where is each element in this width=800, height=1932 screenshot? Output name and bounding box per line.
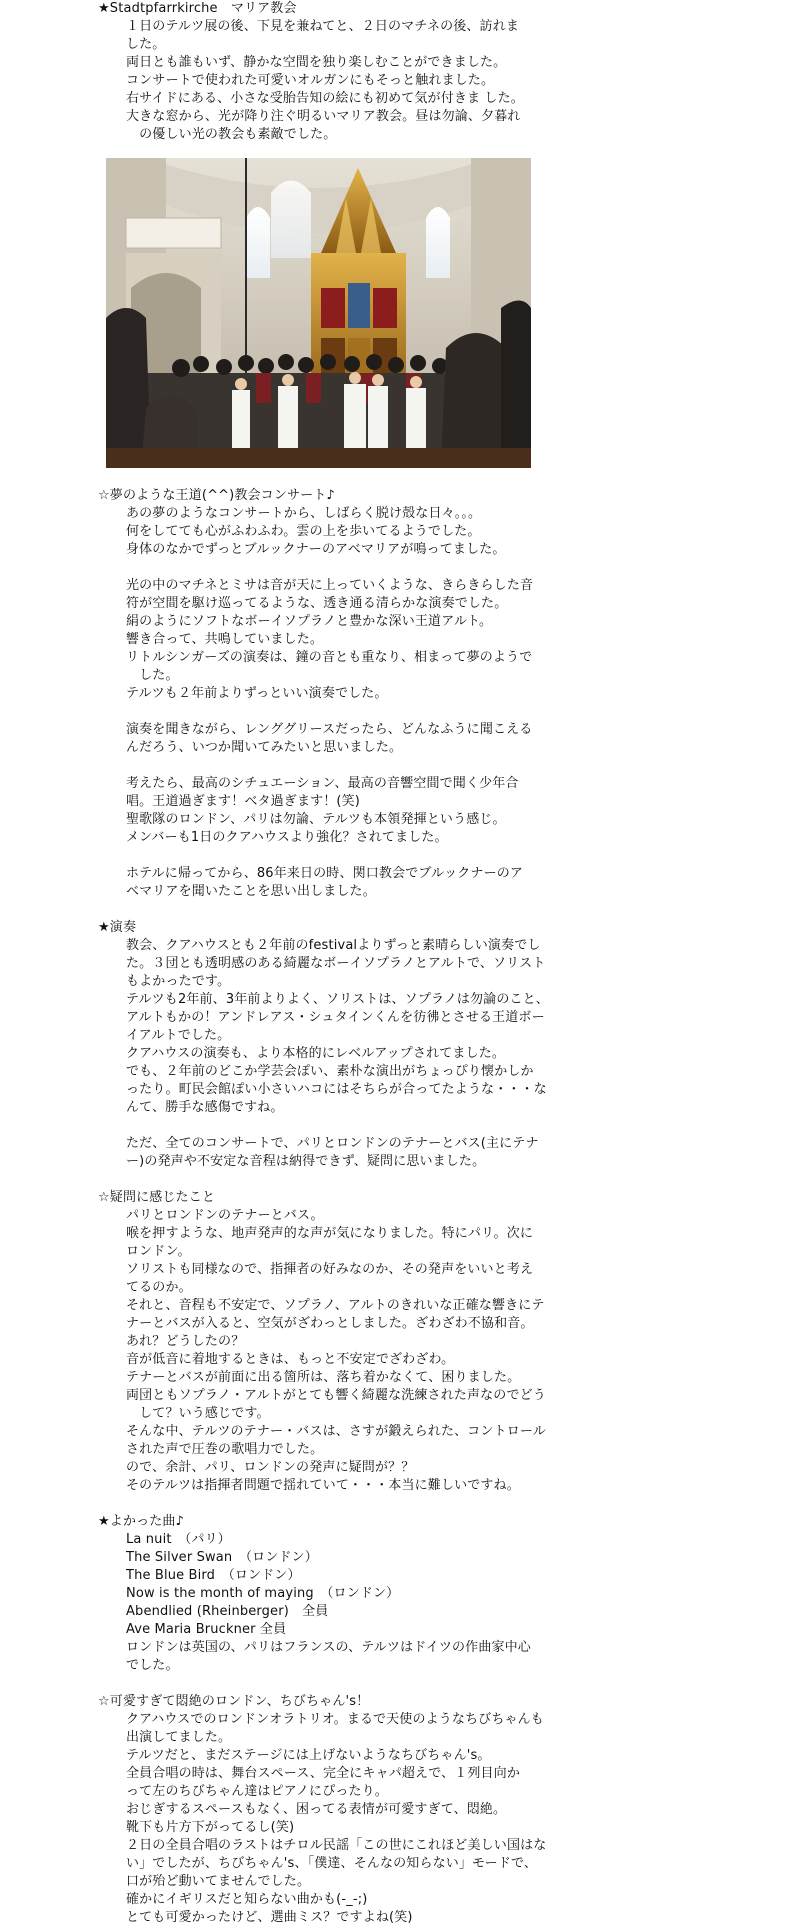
song-item: The Silver Swan （ロンドン） <box>126 1550 318 1565</box>
paragraph-line: とても可愛かったけど、選曲ミス？ですよね(笑) <box>126 1910 413 1925</box>
song-item: The Blue Bird （ロンドン） <box>126 1568 301 1583</box>
paragraph-line: ソリストも同様なので、指揮者の好みなのか、その発声をいいと考え <box>126 1262 534 1277</box>
paragraph-line: テルツも2年前、3年前よりよく、ソリストは、ソプラノは勿論のこと、 <box>126 992 549 1007</box>
paragraph-line: 身体のなかでずっとブルックナーのアベマリアが鳴ってました。 <box>126 542 506 557</box>
church-concert-photo <box>106 158 531 468</box>
paragraph-line: 出演してました。 <box>126 1730 232 1745</box>
paragraph-line: 両団ともソプラノ・アルトがとても響く綺麗な洗練された声なのでどう <box>126 1388 546 1403</box>
paragraph-line: おじぎするスペースもなく、困ってる表情が可愛すぎて、悶絶。 <box>126 1802 507 1817</box>
paragraph-line: 響き合って、共鳴していました。 <box>126 632 323 647</box>
paragraph-line: イアルトでした。 <box>126 1028 231 1043</box>
song-item: Ave Maria Bruckner 全員 <box>126 1622 287 1637</box>
paragraph-line: でも、２年前のどこか学芸会ぽい、素朴な演出がちょっぴり懐かしか <box>126 1064 534 1079</box>
paragraph-line: ロンドンは英国の、パリはフランスの、テルツはドイツの作曲家中心 <box>126 1640 531 1655</box>
paragraph-line: された声で圧巻の歌唱力でした。 <box>126 1442 324 1457</box>
paragraph-line: い」でしたが、ちびちゃん's、「僕達、そんなの知らない」モードで、 <box>126 1856 538 1871</box>
paragraph-line: ホテルに帰ってから、86年来日の時、関口教会でブルックナーのア <box>126 866 524 881</box>
paragraph-line: ２日の全員合唱のラストはチロル民謡「この世にこれほど美しい国はな <box>126 1838 547 1853</box>
section-heading: ☆夢のような王道(^^)教会コンサート♪ <box>98 488 335 503</box>
paragraph-line: １日のテルツ展の後、下見を兼ねてと、２日のマチネの後、訪れま <box>126 19 520 34</box>
paragraph-line: ただ、全てのコンサートで、パリとロンドンのテナーとバス(主にテナ <box>126 1136 539 1151</box>
paragraph-line: メンバーも1日のクアハウスより強化？されてました。 <box>126 830 448 845</box>
paragraph-line: 口が殆ど動いてませんでした。 <box>126 1874 311 1889</box>
paragraph-line: して？いう感じです。 <box>126 1406 270 1421</box>
paragraph-line: クアハウスでのロンドンオラトリオ。まるで天使のようなちびちゃんも <box>126 1712 544 1727</box>
paragraph-line: テルツだと、まだステージには上げないようなちびちゃん's。 <box>126 1748 491 1763</box>
paragraph-line: あの夢のようなコンサートから、しばらく脱け殻な日々。。。 <box>126 506 482 521</box>
paragraph-line: 大きな窓から、光が降り注ぐ明るいマリア教会。昼は勿論、夕暮れ <box>126 109 521 124</box>
paragraph-line: 唱。王道過ぎます！ベタ過ぎます！(笑) <box>126 794 360 809</box>
paragraph-line: でした。 <box>126 1658 179 1673</box>
section-heading: ☆可愛すぎて悶絶のロンドン、ちびちゃん's！ <box>98 1694 370 1709</box>
paragraph-line: た。３団とも透明感のある綺麗なボーイソプラノとアルトで、ソリスト <box>126 956 546 971</box>
paragraph-line: 絹のようにソフトなボーイソプラノと豊かな深い王道アルト。 <box>126 614 493 629</box>
paragraph-line: 光の中のマチネとミサは音が天に上っていくような、きらきらした音 <box>126 578 534 593</box>
paragraph-line: 聖歌隊のロンドン、パリは勿論、テルツも本領発揮という感じ。 <box>126 812 506 827</box>
paragraph-line: コンサートで使われた可愛いオルガンにもそっと触れました。 <box>126 73 495 88</box>
paragraph-line: 全員合唱の時は、舞台スペース、完全にキャパ超えで、１列目向か <box>126 1766 520 1781</box>
paragraph-line: 符が空間を駆け巡ってるような、透き通る清らかな演奏でした。 <box>126 596 508 611</box>
paragraph-line: した。 <box>126 37 166 52</box>
paragraph-line: 確かにイギリスだと知らない曲かも(-_-;) <box>126 1892 368 1907</box>
paragraph-line: ロンドン。 <box>126 1244 191 1259</box>
paragraph-line: ベマリアを聞いたことを思い出しました。 <box>126 884 376 899</box>
paragraph-line: もよかったです。 <box>126 974 231 989</box>
paragraph-line: んて、勝手な感傷ですね。 <box>126 1100 284 1115</box>
paragraph-line: 考えたら、最高のシチュエーション、最高の音響空間で聞く少年合 <box>126 776 519 791</box>
paragraph-line: した。 <box>126 668 179 683</box>
paragraph-line: リトルシンガーズの演奏は、鐘の音とも重なり、相まって夢のようで <box>126 650 533 665</box>
song-item: La nuit （パリ） <box>126 1532 231 1547</box>
paragraph-line: あれ？どうしたの？ <box>126 1334 245 1349</box>
paragraph-line: ので、余計、パリ、ロンドンの発声に疑問が？？ <box>126 1460 415 1475</box>
section-heading: ★Stadtpfarrkirche マリア教会 <box>98 1 297 16</box>
section-heading: ☆疑問に感じたこと <box>98 1190 216 1205</box>
paragraph-line: テルツも２年前よりずっといい演奏でした。 <box>126 686 388 701</box>
paragraph-line: 両日とも誰もいず、静かな空間を独り楽しむことができました。 <box>126 55 507 70</box>
paragraph-line: って左のちびちゃん達はピアノにぴったり。 <box>126 1784 388 1799</box>
paragraph-line: 靴下も片方下がってるし(笑) <box>126 1820 295 1835</box>
paragraph-line: んだろう、いつか聞いてみたいと思いました。 <box>126 740 403 755</box>
paragraph-line: テナーとバスが前面に出る箇所は、落ち着かなくて、困りました。 <box>126 1370 521 1385</box>
paragraph-line: 右サイドにある、小さな受胎告知の絵にも初めて気が付きま した。 <box>126 91 524 106</box>
paragraph-line: そんな中、テルツのテナー・バスは、さすが鍛えられた、コントロール <box>126 1424 546 1439</box>
section-heading: ★よかった曲♪ <box>98 1514 185 1529</box>
paragraph-line: 音が低音に着地するときは、もっと不安定でざわざわ。 <box>126 1352 455 1367</box>
paragraph-line: それと、音程も不安定で、ソプラノ、アルトのきれいな正確な響きにテ <box>126 1298 545 1313</box>
paragraph-line: 何をしてても心がふわふわ。雲の上を歩いてるようでした。 <box>126 524 481 539</box>
paragraph-line: クアハウスの演奏も、より本格的にレベルアップされてました。 <box>126 1046 506 1061</box>
paragraph-line: パリとロンドンのテナーとバス。 <box>126 1208 324 1223</box>
paragraph-line: ナーとバスが入ると、空気がざわっとしました。ざわざわ不協和音。 <box>126 1316 534 1331</box>
paragraph-line: てるのか。 <box>126 1280 192 1295</box>
song-item: Abendlied (Rheinberger) 全員 <box>126 1604 329 1619</box>
paragraph-line: ー)の発声や不安定な音程は納得できず、疑問に思いました。 <box>126 1154 486 1169</box>
paragraph-line: そのテルツは指揮者問題で揺れていて・・・本当に難しいですね。 <box>126 1478 520 1493</box>
song-item: Now is the month of maying （ロンドン） <box>126 1586 400 1601</box>
paragraph-line: 喉を押すような、地声発声的な声が気になりました。特にパリ。次に <box>126 1226 534 1241</box>
paragraph-line: の優しい光の教会も素敵でした。 <box>126 127 337 142</box>
section-heading: ★演奏 <box>98 920 137 935</box>
paragraph-line: 教会、クアハウスとも２年前のfestivalよりずっと素晴らしい演奏でし <box>126 938 541 953</box>
paragraph-line: 演奏を聞きながら、レンググリースだったら、どんなふうに聞こえる <box>126 722 533 737</box>
paragraph-line: ったり。町民会館ぽい小さいハコにはそちらが合ってたような・・・な <box>126 1082 547 1097</box>
paragraph-line: アルトもかの！アンドレアス・シュタインくんを彷彿とさせる王道ボー <box>126 1010 545 1025</box>
